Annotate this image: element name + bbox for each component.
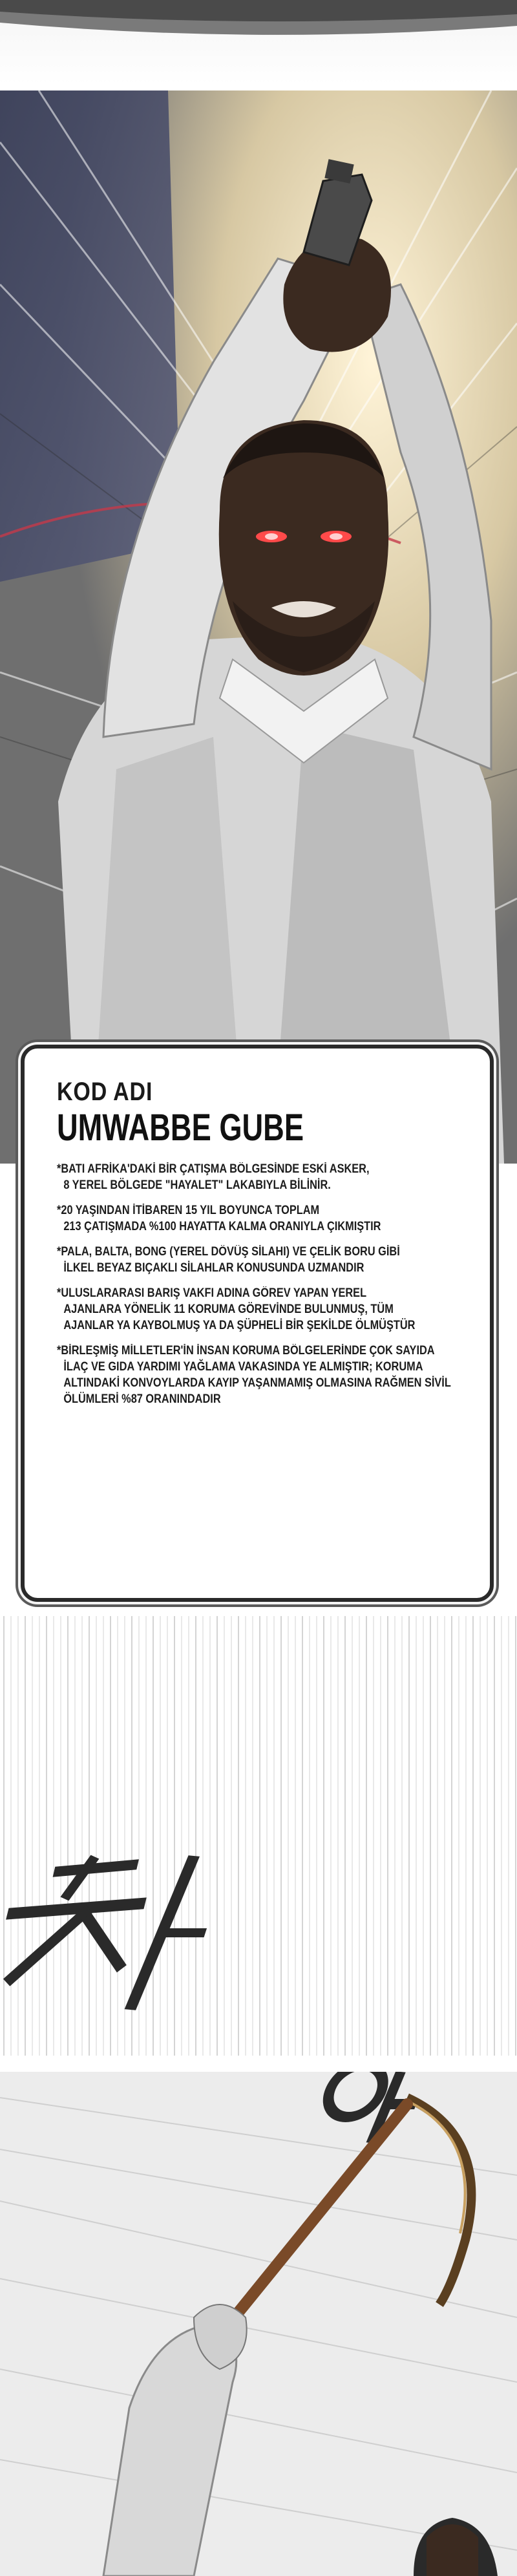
top-strip-panel <box>0 0 517 84</box>
code-name-value: UMWABBE GUBE <box>57 1107 304 1149</box>
profile-fact: *BATI AFRİKA'DAKİ BİR ÇATIŞMA BÖLGESİNDE ESKİ ASKER, 8 YEREL BÖLGEDE "HAYALET" LAKABIYLA BİLİNİR. <box>57 1162 370 1192</box>
action-panel-gunman <box>0 90 517 1164</box>
top-strip-art <box>0 0 517 84</box>
code-name-label: KOD ADI <box>57 1078 153 1106</box>
character-profile-card <box>21 1045 494 1602</box>
profile-fact: *BİRLEŞMİŞ MİLLETLER'İN İNSAN KORUMA BÖLGELERİNDE ÇOK SAYIDA İLAÇ VE GIDA YARDIMI YAĞLAMA VAKASINDA YE ALMIŞTIR; KORUMA ALTINDAKİ KONVOYLARDA KAYIP YAŞANMAMIŞ OLMASINA RAĞMEN SİVİL ÖLÜMLERİ %87 ORANINDADIR <box>57 1344 451 1406</box>
speed-lines-background <box>0 1616 517 2056</box>
profile-facts-list <box>57 1161 458 1407</box>
profile-fact: *ULUSLARARASI BARIŞ VAKFI ADINA GÖREV YAPAN YEREL AJANLARA YÖNELİK 11 KORUMA GÖREVİNDE BULUNMUŞ, TÜM AJANLAR YA KAYBOLMUŞ YA DA ŞÜPHELİ BİR ŞEKİLDE ÖLMÜŞTÜR <box>57 1286 416 1332</box>
profile-fact: *20 YAŞINDAN İTİBAREN 15 YIL BOYUNCA TOPLAM 213 ÇATIŞMADA %100 HAYATTA KALMA ORANIYLA ÇIKMIŞTIR <box>57 1204 381 1233</box>
profile-fact: *PALA, BALTA, BONG (YEREL DÖVÜŞ SİLAHI) VE ÇELİK BORU GİBİ İLKEL BEYAZ BIÇAKLI SİLAHLAR KONUSUNDA UZMANDIR <box>57 1245 400 1275</box>
sfx-lines-panel <box>0 1616 517 2056</box>
action-panel-sickle <box>0 2072 517 2576</box>
gunman-illustration <box>0 90 517 1164</box>
sickle-scene-illustration <box>0 2072 517 2576</box>
